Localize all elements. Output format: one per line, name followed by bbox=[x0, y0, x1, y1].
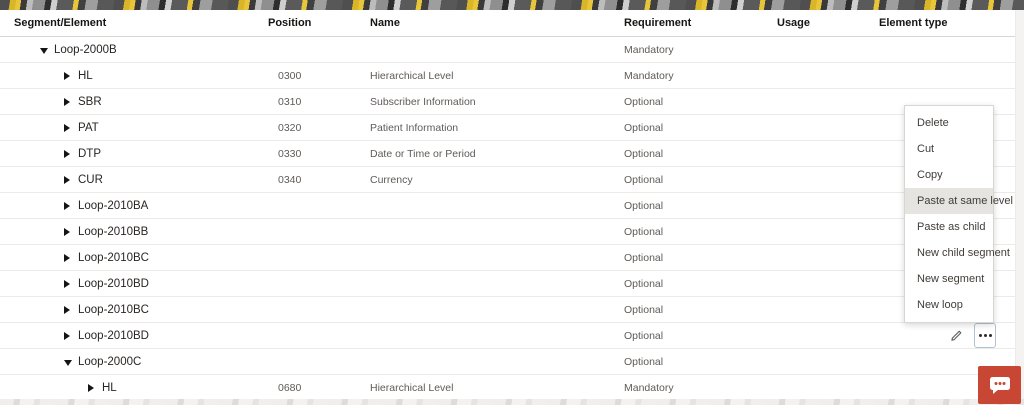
context-menu-item[interactable]: New loop bbox=[917, 299, 963, 311]
position-value: 0340 bbox=[278, 174, 302, 186]
name-value: Patient Information bbox=[370, 122, 459, 134]
requirement-value: Mandatory bbox=[624, 382, 674, 394]
table-row[interactable] bbox=[0, 271, 1024, 297]
table-row[interactable] bbox=[0, 89, 1024, 115]
context-menu-item[interactable]: Delete bbox=[917, 117, 949, 129]
edit-pencil-icon[interactable] bbox=[948, 328, 965, 345]
name-value: Currency bbox=[370, 174, 413, 186]
context-menu-item[interactable]: Cut bbox=[917, 143, 935, 155]
segment-label: Loop-2010BA bbox=[78, 200, 149, 212]
column-header-element-type: Element type bbox=[879, 17, 948, 29]
caret-right-icon[interactable] bbox=[64, 176, 70, 184]
decorative-bottom-strip bbox=[0, 399, 1024, 405]
context-menu-item[interactable]: Paste at same level bbox=[905, 188, 993, 214]
table-header bbox=[0, 10, 1024, 37]
requirement-value: Mandatory bbox=[624, 44, 674, 56]
name-value: Hierarchical Level bbox=[370, 70, 454, 82]
caret-right-icon[interactable] bbox=[64, 98, 70, 106]
table-row[interactable] bbox=[0, 245, 1024, 271]
position-value: 0320 bbox=[278, 122, 302, 134]
caret-down-icon[interactable] bbox=[40, 48, 48, 54]
name-value: Subscriber Information bbox=[370, 96, 476, 108]
caret-right-icon[interactable] bbox=[64, 72, 70, 80]
position-value: 0330 bbox=[278, 148, 302, 160]
column-header-position: Position bbox=[268, 17, 312, 29]
segment-label: Loop-2010BC bbox=[78, 304, 149, 316]
chat-fab-button[interactable] bbox=[978, 366, 1021, 404]
requirement-value: Optional bbox=[624, 122, 664, 134]
context-menu-item[interactable]: New child segment bbox=[917, 247, 1010, 259]
requirement-value: Optional bbox=[624, 304, 664, 316]
segment-label: Loop-2010BD bbox=[78, 330, 149, 342]
segment-label: DTP bbox=[78, 148, 101, 160]
table-row[interactable] bbox=[0, 297, 1024, 323]
table-row[interactable] bbox=[0, 115, 1024, 141]
position-value: 0680 bbox=[278, 382, 302, 394]
segment-label: Loop-2010BB bbox=[78, 226, 149, 238]
segment-label: Loop-2010BD bbox=[78, 278, 149, 290]
requirement-value: Optional bbox=[624, 174, 664, 186]
table-row[interactable] bbox=[0, 323, 1024, 349]
table-row[interactable] bbox=[0, 219, 1024, 245]
requirement-value: Optional bbox=[624, 200, 664, 212]
column-header-segment-element: Segment/Element bbox=[14, 17, 107, 29]
chat-bubble-ellipsis-icon bbox=[987, 374, 1013, 396]
requirement-value: Optional bbox=[624, 148, 664, 160]
requirement-value: Optional bbox=[624, 330, 664, 342]
table-row[interactable] bbox=[0, 193, 1024, 219]
position-value: 0300 bbox=[278, 70, 302, 82]
caret-down-icon[interactable] bbox=[64, 360, 72, 366]
caret-right-icon[interactable] bbox=[64, 202, 70, 210]
caret-right-icon[interactable] bbox=[64, 228, 70, 236]
column-header-requirement: Requirement bbox=[624, 17, 692, 29]
caret-right-icon[interactable] bbox=[64, 306, 70, 314]
table-row[interactable] bbox=[0, 349, 1024, 375]
column-header-usage: Usage bbox=[777, 17, 811, 29]
caret-right-icon[interactable] bbox=[64, 280, 70, 288]
caret-right-icon[interactable] bbox=[64, 150, 70, 158]
name-value: Hierarchical Level bbox=[370, 382, 454, 394]
table-row[interactable] bbox=[0, 167, 1024, 193]
row-overflow-menu-button[interactable] bbox=[974, 323, 996, 348]
requirement-value: Mandatory bbox=[624, 70, 674, 82]
requirement-value: Optional bbox=[624, 278, 664, 290]
caret-right-icon[interactable] bbox=[88, 384, 94, 392]
context-menu-item[interactable]: Paste as child bbox=[917, 221, 986, 233]
segment-label: SBR bbox=[78, 96, 102, 108]
table-row[interactable] bbox=[0, 37, 1024, 63]
column-header-name: Name bbox=[370, 17, 400, 29]
context-menu-item[interactable]: Copy bbox=[917, 169, 943, 181]
segment-label: HL bbox=[102, 382, 117, 394]
caret-right-icon[interactable] bbox=[64, 332, 70, 340]
position-value: 0310 bbox=[278, 96, 302, 108]
segment-label: Loop-2000B bbox=[54, 44, 117, 56]
context-menu-item[interactable]: New segment bbox=[917, 273, 985, 285]
context-menu bbox=[904, 105, 1013, 323]
table-row[interactable] bbox=[0, 375, 1024, 401]
segment-label: HL bbox=[78, 70, 93, 82]
decorative-striped-banner bbox=[0, 0, 1024, 10]
segment-label: Loop-2000C bbox=[78, 356, 142, 368]
segment-label: CUR bbox=[78, 174, 103, 186]
requirement-value: Optional bbox=[624, 96, 664, 108]
caret-right-icon[interactable] bbox=[64, 124, 70, 132]
table-row[interactable] bbox=[0, 141, 1024, 167]
requirement-value: Optional bbox=[624, 252, 664, 264]
segment-label: PAT bbox=[78, 122, 99, 134]
name-value: Date or Time or Period bbox=[370, 148, 476, 160]
requirement-value: Optional bbox=[624, 356, 664, 368]
scrollbar-track[interactable] bbox=[1015, 10, 1024, 399]
segment-label: Loop-2010BC bbox=[78, 252, 149, 264]
caret-right-icon[interactable] bbox=[64, 254, 70, 262]
requirement-value: Optional bbox=[624, 226, 664, 238]
table-row[interactable] bbox=[0, 63, 1024, 89]
table-body bbox=[0, 37, 1024, 401]
